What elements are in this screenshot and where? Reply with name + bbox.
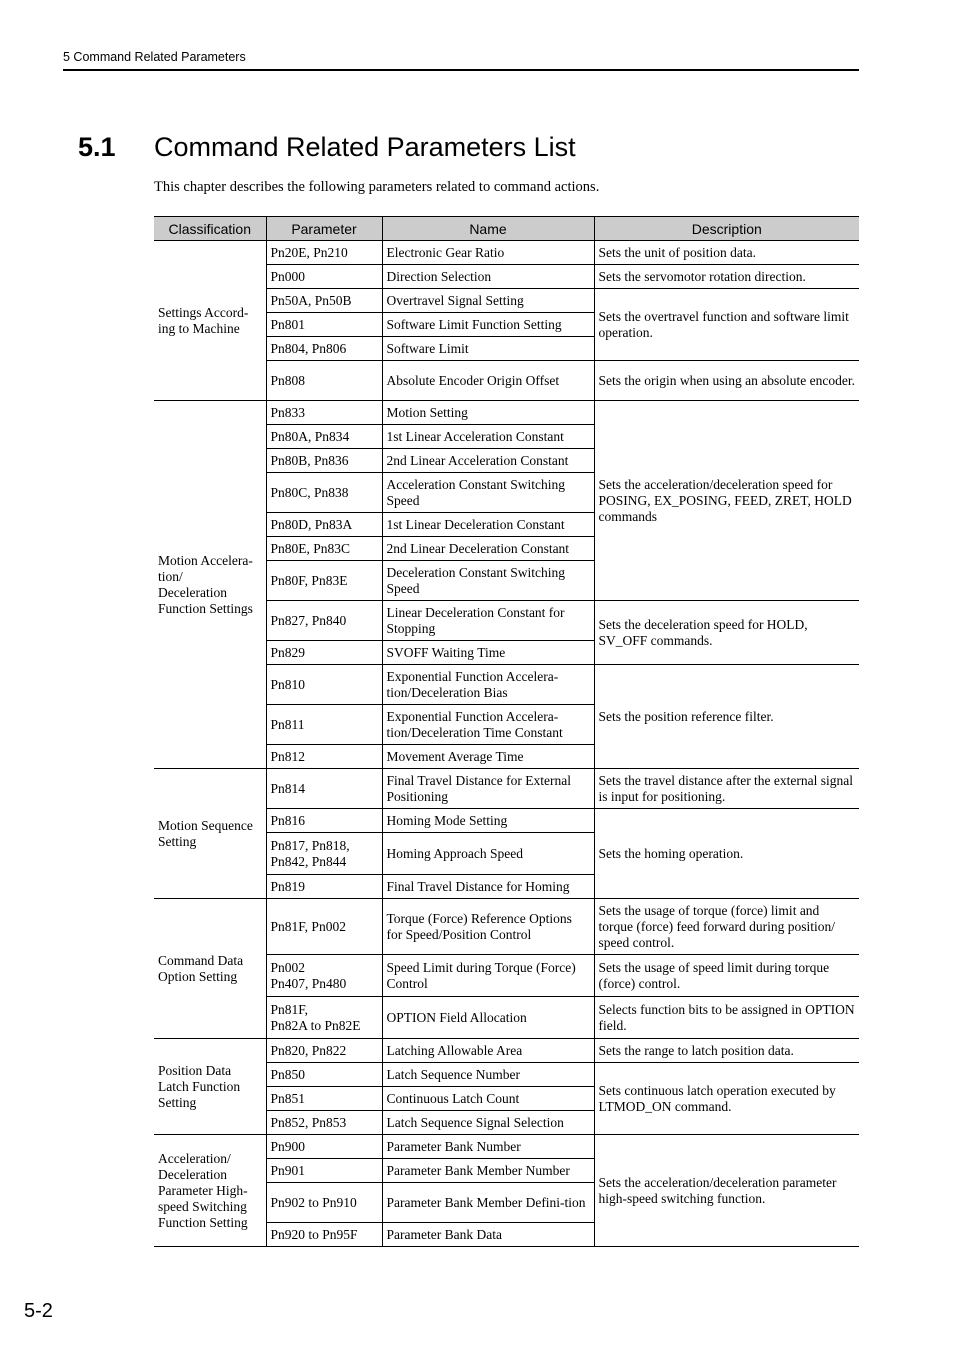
name-cell: Electronic Gear Ratio (382, 241, 594, 265)
parameter-cell: Pn833 (266, 401, 382, 425)
description-cell: Sets the usage of torque (force) limit and torque (force) feed forward during position/ speed control. (594, 899, 859, 955)
description-cell: Sets the acceleration/deceleration speed for POSING, EX_POSING, FEED, ZRET, HOLD commands (594, 401, 859, 601)
parameter-cell: Pn850 (266, 1063, 382, 1087)
name-cell: Software Limit Function Setting (382, 313, 594, 337)
name-cell: Exponential Function Accelera-tion/Deceleration Bias (382, 665, 594, 705)
parameter-cell: Pn50A, Pn50B (266, 289, 382, 313)
parameter-cell: Pn820, Pn822 (266, 1039, 382, 1063)
name-cell: Latching Allowable Area (382, 1039, 594, 1063)
parameter-cell: Pn819 (266, 875, 382, 899)
name-cell: Acceleration Constant Switching Speed (382, 473, 594, 513)
name-cell: Deceleration Constant Switching Speed (382, 561, 594, 601)
name-cell: Linear Deceleration Constant for Stopping (382, 601, 594, 641)
name-cell: Homing Mode Setting (382, 809, 594, 833)
classification-cell: Acceleration/ Deceleration Parameter High- speed Switching Function Setting (154, 1135, 266, 1247)
parameter-cell: Pn80B, Pn836 (266, 449, 382, 473)
name-cell: Continuous Latch Count (382, 1087, 594, 1111)
parameter-cell: Pn80A, Pn834 (266, 425, 382, 449)
table-row (154, 241, 859, 265)
classification-cell: Settings Accord- ing to Machine (154, 241, 266, 401)
column-header-parameter: Parameter (266, 217, 382, 241)
parameter-cell: Pn852, Pn853 (266, 1111, 382, 1135)
description-cell: Sets the usage of speed limit during torque (force) control. (594, 955, 859, 997)
name-cell: Homing Approach Speed (382, 833, 594, 875)
name-cell: 2nd Linear Deceleration Constant (382, 537, 594, 561)
parameter-cell: Pn80E, Pn83C (266, 537, 382, 561)
parameter-cell: Pn000 (266, 265, 382, 289)
parameter-cell: Pn829 (266, 641, 382, 665)
parameter-cell: Pn801 (266, 313, 382, 337)
parameter-cell: Pn80F, Pn83E (266, 561, 382, 601)
name-cell: SVOFF Waiting Time (382, 641, 594, 665)
parameter-cell: Pn902 to Pn910 (266, 1183, 382, 1223)
name-cell: Parameter Bank Data (382, 1223, 594, 1247)
running-header: 5 Command Related Parameters (63, 50, 246, 64)
name-cell: OPTION Field Allocation (382, 997, 594, 1039)
page-number: 5-2 (24, 1300, 53, 1322)
parameters-table (154, 216, 859, 1247)
parameter-cell: Pn80D, Pn83A (266, 513, 382, 537)
parameter-cell: Pn900 (266, 1135, 382, 1159)
parameter-cell: Pn812 (266, 745, 382, 769)
name-cell: Speed Limit during Torque (Force) Control (382, 955, 594, 997)
section-title: Command Related Parameters List (154, 132, 576, 162)
parameter-cell: Pn851 (266, 1087, 382, 1111)
name-cell: Latch Sequence Signal Selection (382, 1111, 594, 1135)
description-cell: Sets the acceleration/deceleration parameter high-speed switching function. (594, 1135, 859, 1247)
description-cell: Sets the position reference filter. (594, 665, 859, 769)
table-row (154, 1039, 859, 1063)
description-cell: Sets the origin when using an absolute encoder. (594, 361, 859, 401)
name-cell: Overtravel Signal Setting (382, 289, 594, 313)
name-cell: Torque (Force) Reference Options for Speed/Position Control (382, 899, 594, 955)
name-cell: Movement Average Time (382, 745, 594, 769)
parameter-cell: Pn20E, Pn210 (266, 241, 382, 265)
section-number: 5.1 (78, 132, 116, 162)
parameter-cell: Pn810 (266, 665, 382, 705)
column-header-name: Name (382, 217, 594, 241)
name-cell: Latch Sequence Number (382, 1063, 594, 1087)
description-cell: Sets the overtravel function and software limit operation. (594, 289, 859, 361)
table-row (154, 899, 859, 955)
header-rule (63, 69, 859, 71)
name-cell: 1st Linear Acceleration Constant (382, 425, 594, 449)
description-cell: Sets the unit of position data. (594, 241, 859, 265)
parameter-cell: Pn901 (266, 1159, 382, 1183)
description-cell: Sets the range to latch position data. (594, 1039, 859, 1063)
description-cell: Selects function bits to be assigned in OPTION field. (594, 997, 859, 1039)
name-cell: Software Limit (382, 337, 594, 361)
parameter-cell: Pn002 Pn407, Pn480 (266, 955, 382, 997)
parameter-cell: Pn816 (266, 809, 382, 833)
column-header-classification: Classification (154, 217, 266, 241)
parameter-cell: Pn804, Pn806 (266, 337, 382, 361)
name-cell: Parameter Bank Number (382, 1135, 594, 1159)
parameter-cell: Pn817, Pn818, Pn842, Pn844 (266, 833, 382, 875)
description-cell: Sets the servomotor rotation direction. (594, 265, 859, 289)
column-header-description: Description (594, 217, 859, 241)
parameter-cell: Pn81F, Pn002 (266, 899, 382, 955)
name-cell: 1st Linear Deceleration Constant (382, 513, 594, 537)
parameter-cell: Pn81F, Pn82A to Pn82E (266, 997, 382, 1039)
name-cell: 2nd Linear Acceleration Constant (382, 449, 594, 473)
name-cell: Motion Setting (382, 401, 594, 425)
description-cell: Sets continuous latch operation executed by LTMOD_ON command. (594, 1063, 859, 1135)
classification-cell: Position Data Latch Function Setting (154, 1039, 266, 1135)
classification-cell: Motion Accelera- tion/ Deceleration Function Settings (154, 401, 266, 769)
table-row (154, 1135, 859, 1159)
name-cell: Absolute Encoder Origin Offset (382, 361, 594, 401)
classification-cell: Command Data Option Setting (154, 899, 266, 1039)
description-cell: Sets the homing operation. (594, 809, 859, 899)
description-cell: Sets the deceleration speed for HOLD, SV_OFF commands. (594, 601, 859, 665)
name-cell: Final Travel Distance for External Positioning (382, 769, 594, 809)
parameter-cell: Pn80C, Pn838 (266, 473, 382, 513)
name-cell: Final Travel Distance for Homing (382, 875, 594, 899)
parameter-cell: Pn814 (266, 769, 382, 809)
table-header-row (154, 217, 859, 241)
classification-cell: Motion Sequence Setting (154, 769, 266, 899)
parameter-cell: Pn811 (266, 705, 382, 745)
parameter-cell: Pn920 to Pn95F (266, 1223, 382, 1247)
description-cell: Sets the travel distance after the external signal is input for positioning. (594, 769, 859, 809)
name-cell: Exponential Function Accelera-tion/Deceleration Time Constant (382, 705, 594, 745)
name-cell: Parameter Bank Member Number (382, 1159, 594, 1183)
table-row (154, 769, 859, 809)
table-row (154, 401, 859, 425)
parameter-cell: Pn808 (266, 361, 382, 401)
parameter-cell: Pn827, Pn840 (266, 601, 382, 641)
name-cell: Direction Selection (382, 265, 594, 289)
name-cell: Parameter Bank Member Defini-tion (382, 1183, 594, 1223)
section-intro: This chapter describes the following parameters related to command actions. (154, 179, 600, 195)
